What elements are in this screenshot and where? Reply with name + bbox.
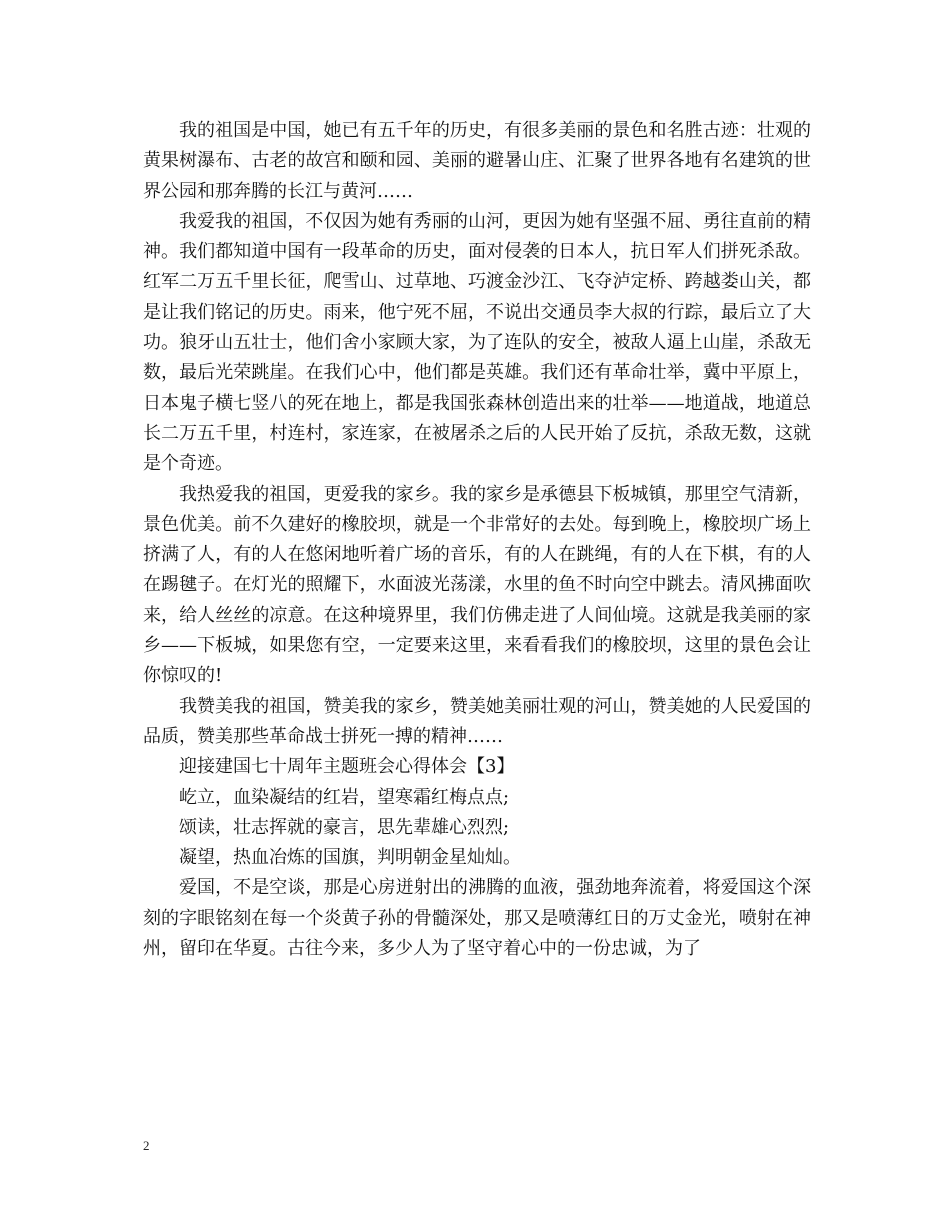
paragraph-4: 我赞美我的祖国，赞美我的家乡，赞美她美丽壮观的河山，赞美她的人民爱国的品质，赞美那些革命战士拼死一搏的精神…… [143,695,811,747]
page-number: 2 [143,1138,150,1153]
paragraph-1: 我的祖国是中国，她已有五千年的历史，有很多美丽的景色和名胜古迹：壮观的黄果树瀑布、古老的故宫和颐和园、美丽的避暑山庄、汇聚了世界各地有名建筑的世界公园和那奔腾的长江与黄河…… [143,120,811,202]
paragraph-3: 我热爱我的祖国，更爱我的家乡。我的家乡是承德县下板城镇，那里空气清新，景色优美。前不久建好的橡胶坝，就是一个非常好的去处。每到晚上，橡胶坝广场上挤满了人，有的人在悠闲地听着广场的音乐，有的人在跳绳，有的人在下棋，有的人在踢毽子。在灯光的照耀下，水面波光荡漾，水里的鱼不时向空中跳去。清风拂面吹来，给人丝丝的凉意。在这种境界里，我们仿佛走进了人间仙境。这就是我美丽的家乡——下板城，如果您有空，一定要来这里，来看看我们的橡胶坝，这里的景色会让你惊叹的! [143,483,811,687]
verse-line-3: 凝望，热血冶炼的国旗，判明朝金星灿灿。 [179,847,521,869]
verse-line-2: 颂读，壮志挥就的豪言，思先辈雄心烈烈; [179,816,510,838]
section-heading: 迎接建国七十周年主题班会心得体会【3】 [179,756,515,778]
paragraph-2: 我爱我的祖国，不仅因为她有秀丽的山河，更因为她有坚强不屈、勇往直前的精神。我们都知道中国有一段革命的历史，面对侵袭的日本人，抗日军人们拼死杀敌。红军二万五千里长征，爬雪山、过草地、巧渡金沙江、飞夺泸定桥、跨越娄山关，都是让我们铭记的历史。雨来，他宁死不屈，不说出交通员李大叔的行踪，最后立了大功。狼牙山五壮士，他们舍小家顾大家，为了连队的安全，被敌人逼上山崖，杀敌无数，最后光荣跳崖。在我们心中，他们都是英雄。我们还有革命壮举，冀中平原上，日本鬼子横七竖八的死在地上，都是我国张森林创造出来的壮举——地道战，地道总长二万五千里，村连村，家连家，在被屠杀之后的人民开始了反抗，杀敌无数，这就是个奇迹。 [143,210,811,475]
verse-line-1: 屹立，血染凝结的红岩，望寒霜红梅点点; [179,786,510,808]
paragraph-5: 爱国，不是空谈，那是心房迸射出的沸腾的血液，强劲地奔流着，将爱国这个深刻的字眼铭刻在每一个炎黄子孙的骨髓深处，那又是喷薄红日的万丈金光，喷射在神州，留印在华夏。古往今来，多少人为了坚守着心中的一份忠诚，为了 [143,877,811,960]
body-text [143,116,811,964]
